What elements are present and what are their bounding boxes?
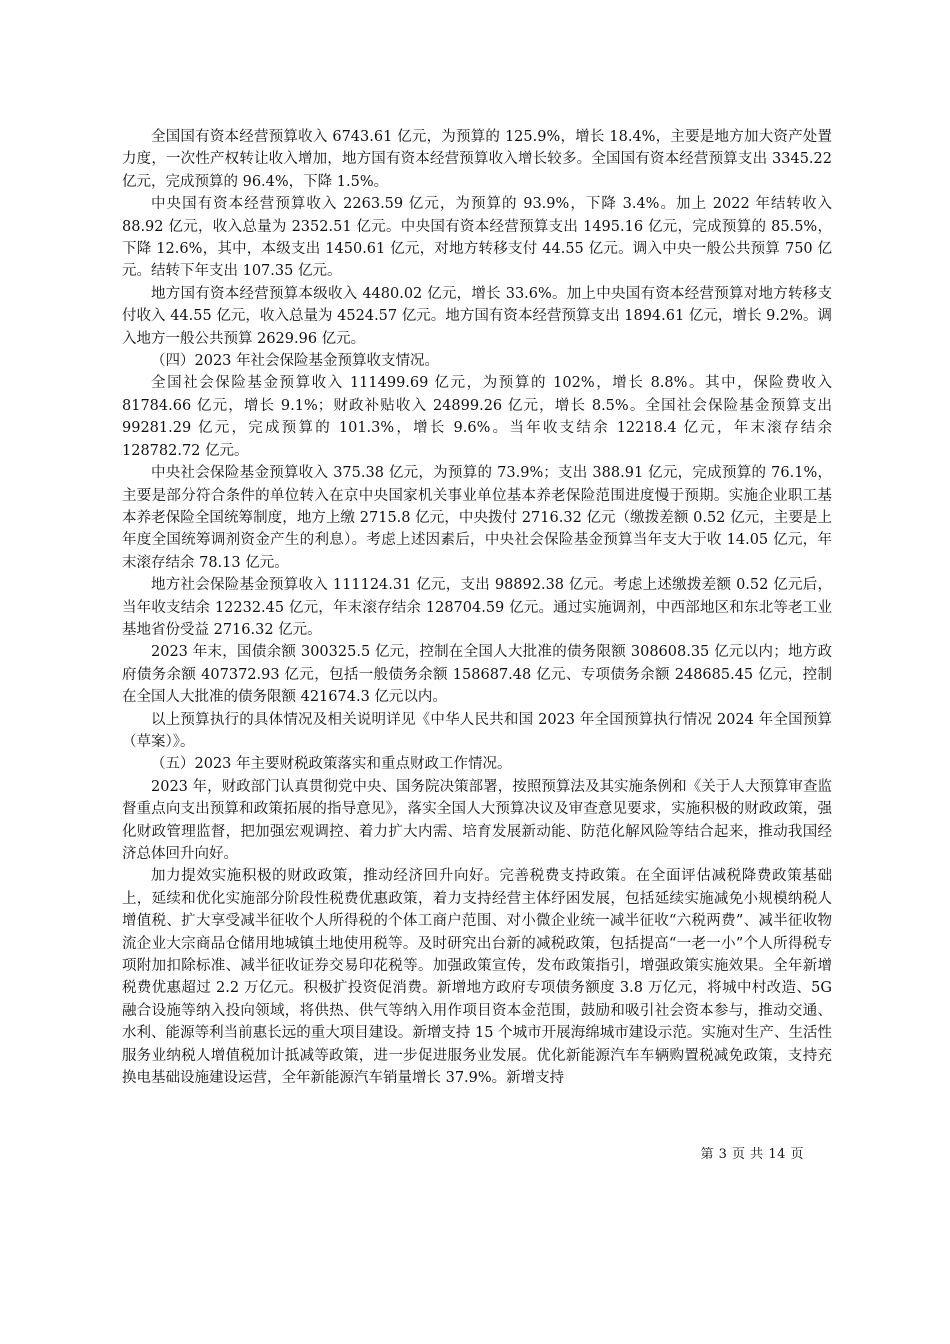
paragraph-state-capital-central: 中央国有资本经营预算收入 2263.59 亿元，为预算的 93.9%，下降 3.4%。加上 2022 年结转收入 88.92 亿元，收入总量为 2352.51 亿元。中央国有资本经营预算支出 1495.16 亿元，完成预算的 85.5%，下降 12.6%，其中，本级支出 1450.61 亿元，对地方转移支付 44.55 亿元。调入中央一般公共预算 750 亿元。结转下年支出 107.35 亿元。	[122, 196, 832, 280]
paragraph-social-insurance-national: 全国社会保险基金预算收入 111499.69 亿元，为预算的 102%，增长 8.8%。其中，保险费收入 81784.66 亿元，增长 9.1%；财政补贴收入 24899.26 亿元，增长 8.5%。全国社会保险基金预算支出 99281.29 亿元，完成预算的 101.3%，增长 9.6%。当年收支结余 12218.4 亿元，年末滚存结余 128782.72 亿元。	[122, 375, 832, 459]
section-heading-fiscal-policy: （五）2023 年主要财税政策落实和重点财政工作情况。	[151, 756, 512, 773]
paragraph-fiscal-overview: 2023 年，财政部门认真贯彻党中央、国务院决策部署，按照预算法及其实施条例和《关于人大预算审查监督重点向支出预算和政策拓展的指导意见》，落实全国人大预算决议及审查意见要求，实施积极的财政政策，强化财政管理监督，把加强宏观调控、着力扩大内需、培育发展新动能、防范化解风险等结合起来，推动我国经济总体回升向好。	[122, 778, 832, 862]
section-heading-social-insurance: （四）2023 年社会保险基金预算收支情况。	[151, 353, 440, 370]
paragraph-debt-balance: 2023 年末，国债余额 300325.5 亿元，控制在全国人大批准的债务限额 308608.35 亿元以内；地方政府债务余额 407372.93 亿元，包括一般债务余额 158687.48 亿元、专项债务余额 248685.45 亿元，控制在全国人大批准的债务限额 421674.3 亿元以内。	[122, 644, 832, 706]
paragraph-state-capital-local: 地方国有资本经营预算本级收入 4480.02 亿元，增长 33.6%。加上中央国有资本经营预算对地方转移支付收入 44.55 亿元，收入总量为 4524.57 亿元。地方国有资本经营预算支出 1894.61 亿元，增长 9.2%。调入地方一般公共预算 2629.96 亿元。	[122, 285, 832, 347]
paragraph-social-insurance-local: 地方社会保险基金预算收入 111124.31 亿元，支出 98892.38 亿元。考虑上述缴拨差额 0.52 亿元后，当年收支结余 12232.45 亿元，年末滚存结余 128704.59 亿元。通过实施调剂，中西部地区和东北等老工业基地省份受益 2716.32 亿元。	[122, 577, 832, 638]
paragraph-fiscal-policy-detail: 加力提效实施积极的财政政策，推动经济回升向好。完善税费支持政策。在全面评估减税降费政策基础上，延续和优化实施部分阶段性税费优惠政策，着力支持经营主体纾困发展，包括延续实施减免小规模纳税人增值税、扩大享受减半征收个人所得税的个体工商户范围、对小微企业统一减半征收“六税两费”、减半征收物流企业大宗商品仓储用地城镇土地使用税等。及时研究出台新的减税政策，包括提高“一老一小”个人所得税专项附加扣除标准、减半征收证券交易印花税等。加强政策宣传，发布政策指引，增强政策实施效果。全年新增税费优惠超过 2.2 万亿元。积极扩投资促消费。新增地方政府专项债务额度 3.8 万亿元，将城中村改造、5G 融合设施等纳入投向领域，将供热、供气等纳入用作项目资本金范围，鼓励和吸引社会资本参与，推动交通、水利、能源等利当前惠长远的重大项目建设。新增支持 15 个城市开展海绵城市建设示范。实施对生产、生活性服务业纳税人增值税加计抵减等政策，进一步促进服务业发展。优化新能源汽车车辆购置税减免政策，支持充换电基础设施建设运营，全年新能源汽车销量增长 37.9%。新增支持	[122, 868, 832, 1087]
paragraph-reference: 以上预算执行的具体情况及相关说明详见《中华人民共和国 2023 年全国预算执行情况 2024 年全国预算（草案）》。	[122, 711, 832, 750]
document-body	[122, 126, 832, 1089]
paragraph-social-insurance-central: 中央社会保险基金预算收入 375.38 亿元，为预算的 73.9%；支出 388.91 亿元，完成预算的 76.1%，主要是部分符合条件的单位转入在京中央国家机关事业单位基本养老保险范围进度慢于预期。实施企业职工基本养老保险全国统筹制度，地方上缴 2715.8 亿元，中央拨付 2716.32 亿元（缴拨差额 0.52 亿元，主要是上年度全国统筹调剂资金产生的利息）。考虑上述因素后，中央社会保险基金预算当年支大于收 14.05 亿元，年末滚存结余 78.13 亿元。	[122, 465, 832, 571]
page-number: 第 3 页 共 14 页	[700, 1147, 804, 1162]
paragraph-state-capital-national: 全国国有资本经营预算收入 6743.61 亿元，为预算的 125.9%，增长 18.4%，主要是地方加大资产处置力度，一次性产权转让收入增加，地方国有资本经营预算收入增长较多。全国国有资本经营预算支出 3345.22 亿元，完成预算的 96.4%，下降 1.5%。	[122, 129, 832, 190]
